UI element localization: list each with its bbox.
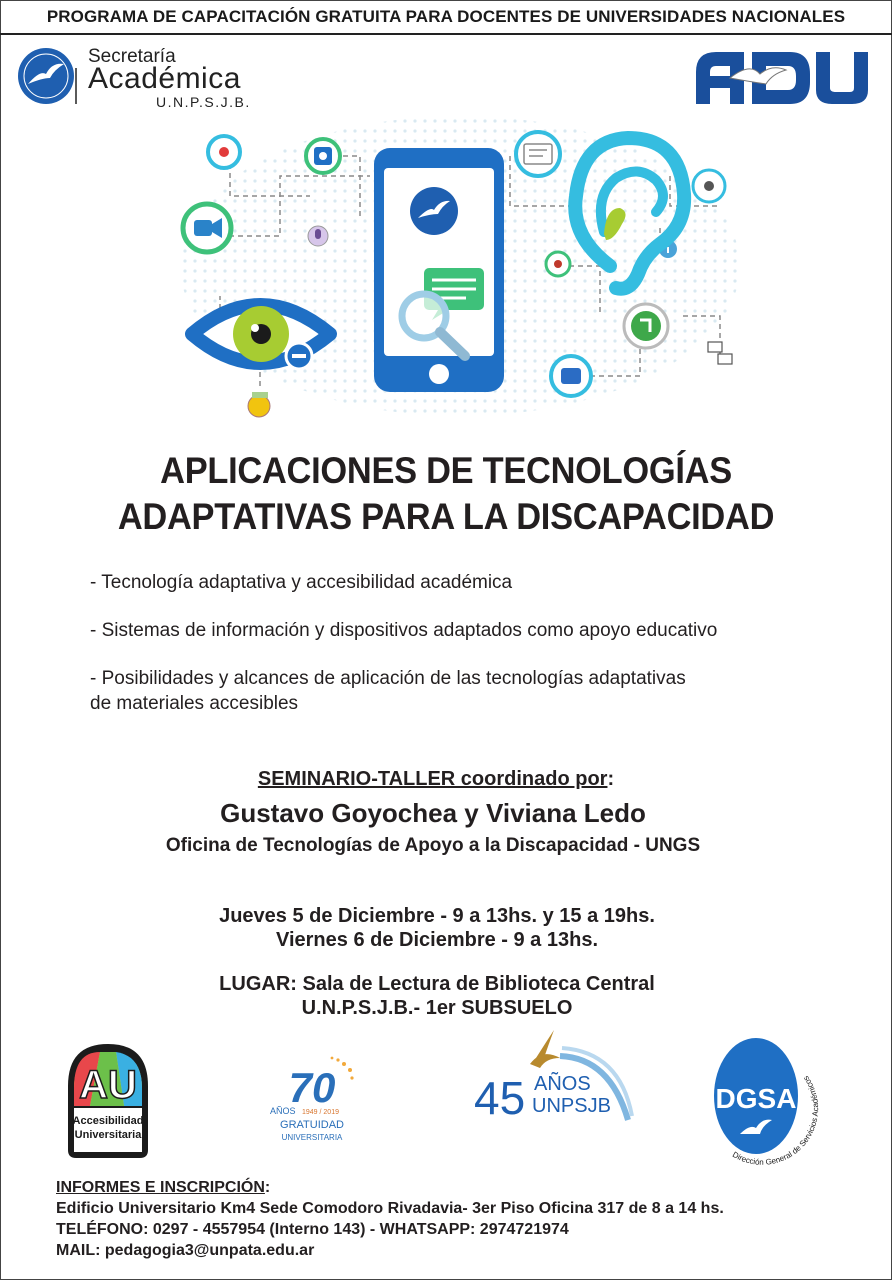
seventy-line-1: GRATUIDAD: [280, 1119, 344, 1131]
contact-heading: [56, 1177, 270, 1198]
eye-icon: [192, 305, 330, 369]
70-anos-logo-icon: [262, 1050, 362, 1150]
dgsa-text: DGSA: [715, 1083, 797, 1114]
dgsa-logo: [710, 1038, 820, 1170]
seventy-years: 1949 / 2019: [302, 1109, 339, 1116]
program-title: PROGRAMA DE CAPACITACIÓN GRATUITA PARA DOCENTES DE UNIVERSIDADES NACIONALES: [46, 6, 846, 26]
contact-address: Edificio Universitario Km4 Sede Comodoro Rivadavia- 3er Piso Oficina 317 de 8 a 14 hs.: [56, 1200, 724, 1217]
adu-logo: [690, 44, 870, 108]
70-anos-gratuidad-logo: [262, 1050, 362, 1150]
accesibilidad-universitaria-logo: [60, 1038, 156, 1162]
academica-label: Académica: [88, 62, 241, 95]
document-circle-icon: [516, 132, 560, 176]
au-line-2: Universitaria: [74, 1129, 142, 1141]
schedule-day-1: Jueves 5 de Diciembre - 9 a 13hs. y 15 a 19hs.: [219, 905, 655, 927]
seminar-colon: :: [607, 768, 615, 790]
fortyfive-number: 45: [474, 1072, 526, 1124]
bug-circle-icon: [546, 252, 570, 276]
update-circle-icon: [624, 304, 668, 348]
seventy-number: 70: [288, 1064, 336, 1111]
topic-3: - Posibilidades y alcances de aplicación de las tecnologías adaptativas: [90, 668, 686, 689]
seventy-anos: AÑOS: [270, 1106, 296, 1116]
accessibility-technology-illustration: [160, 116, 760, 426]
settings-circle-icon: [208, 136, 240, 168]
fortyfive-anos: AÑOS: [534, 1073, 591, 1095]
45-anos-unpsjb-logo: [470, 1028, 635, 1128]
hero-illustration: [160, 116, 760, 426]
topic-2: - Sistemas de información y dispositivos adaptados como apoyo educativo: [90, 620, 718, 641]
microphone-icon: [308, 226, 328, 246]
accessibility-badge-icon: [248, 392, 270, 417]
unpsjb-label: U.N.P.S.J.B.: [156, 94, 251, 110]
location-line-2: U.N.P.S.J.B.- 1er SUBSUELO: [301, 997, 573, 1019]
office-name: Oficina de Tecnologías de Apoyo a la Discapacidad - UNGS: [165, 835, 701, 856]
hearing-app-circle-icon: [306, 139, 340, 173]
au-logo-icon: [60, 1038, 156, 1162]
coordinators: Gustavo Goyochea y Viviana Ledo: [220, 798, 646, 828]
schedule-day-2: Viernes 6 de Diciembre - 9 a 13hs.: [275, 929, 599, 951]
adu-logo-icon: [690, 44, 870, 108]
seminar-heading: [0, 768, 872, 791]
location-line-1: LUGAR: Sala de Lectura de Biblioteca Central: [219, 973, 655, 995]
topic-1: - Tecnología adaptativa y accesibilidad académica: [90, 572, 513, 593]
secretaria-label: Secretaría: [88, 46, 176, 67]
smartphone-icon: [374, 148, 504, 392]
contact-phone: TELÉFONO: 0297 - 4557954 (Interno 143) - WHATSAPP: 2974721974: [56, 1221, 569, 1238]
au-line-1: Accesibilidad: [72, 1115, 144, 1127]
contact-heading-label: INFORMES E INSCRIPCIÓN: [56, 1179, 265, 1196]
main-title: [31, 448, 861, 540]
45-anos-logo-icon: [470, 1028, 635, 1128]
topic-3-continued: de materiales accesibles: [90, 693, 299, 714]
seventy-line-2: UNIVERSITARIA: [281, 1133, 343, 1142]
title-line-1: APLICACIONES DE TECNOLOGÍAS: [160, 450, 732, 491]
audio-circle-icon: [693, 170, 725, 202]
contact-mail: MAIL: pedagogia3@unpata.edu.ar: [56, 1242, 315, 1259]
video-call-circle-icon: [183, 204, 231, 252]
fortyfive-org: UNPSJB: [532, 1095, 611, 1117]
program-banner: [0, 0, 892, 35]
secretaria-academica-logo: [14, 44, 294, 114]
cloud-app-circle-icon: [551, 356, 591, 396]
contact-heading-colon: :: [264, 1179, 271, 1196]
dgsa-logo-icon: [710, 1038, 820, 1170]
seminar-label: SEMINARIO-TALLER coordinado por: [257, 768, 608, 790]
title-line-2: ADAPTATIVAS PARA LA DISCAPACIDAD: [117, 496, 775, 537]
au-big-text: AU: [79, 1063, 137, 1107]
dgsa-ring-text: Dirección General de Servicios Académicos: [730, 1074, 820, 1167]
